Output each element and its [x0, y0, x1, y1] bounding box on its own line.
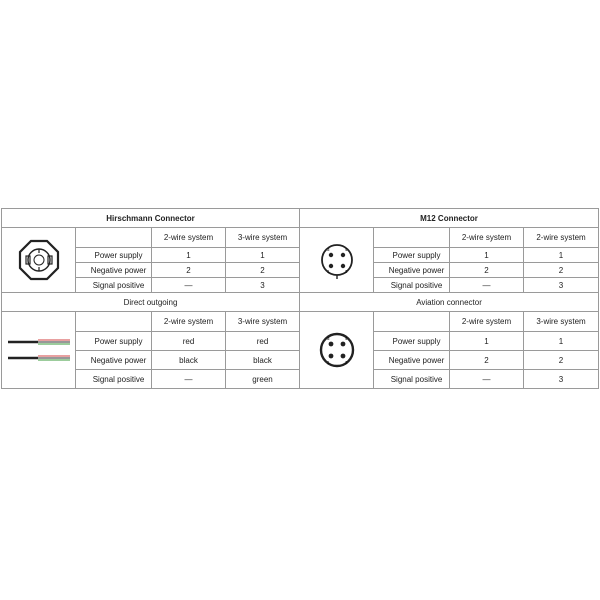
row-value-3wire: 2: [524, 351, 599, 370]
connector-spec-sheet: [1, 208, 598, 389]
row-label: Negative power: [76, 263, 152, 278]
pin-label: 2: [344, 269, 348, 274]
row-value-2wire: 2: [450, 351, 524, 370]
row-label: Power supply: [374, 248, 450, 263]
row-value-3wire: 2: [226, 263, 300, 278]
row-value-3wire: 1: [524, 248, 599, 263]
row-label: Signal positive: [76, 278, 152, 293]
row-value-3wire: black: [226, 351, 300, 370]
m12-icon-cell: [300, 228, 374, 293]
hirschmann-title: Hirschmann Connector: [2, 209, 300, 228]
row-value-3wire: 2: [524, 263, 599, 278]
m12-title: M12 Connector: [300, 209, 599, 228]
hirschmann-connector-icon: [17, 238, 61, 282]
hirschmann-table: [1, 208, 300, 389]
row-label: Negative power: [374, 263, 450, 278]
row-value-3wire: green: [226, 370, 300, 389]
col-2wire: 2-wire system: [450, 312, 524, 332]
cable-wires-icon: [6, 333, 72, 367]
row-value-3wire: 3: [226, 278, 300, 293]
pin-label: 4: [344, 336, 348, 341]
row-value-2wire: —: [450, 370, 524, 389]
row-label: Signal positive: [374, 370, 450, 389]
row-value-3wire: 1: [226, 248, 300, 263]
row-value-2wire: red: [152, 332, 226, 351]
row-label: Negative power: [76, 351, 152, 370]
row-value-2wire: 1: [152, 248, 226, 263]
row-value-3wire: 1: [524, 332, 599, 351]
pin-label: 3: [326, 247, 330, 252]
row-value-2wire: —: [152, 278, 226, 293]
col-2wire: 2-wire system: [152, 228, 226, 248]
row-value-3wire: 3: [524, 278, 599, 293]
hirschmann-icon-cell: [2, 228, 76, 293]
m12-table: [299, 208, 599, 389]
pin-label: 3: [326, 336, 330, 341]
row-value-2wire: 2: [450, 263, 524, 278]
col-2wire: 2-wire system: [450, 228, 524, 248]
row-label: Power supply: [76, 332, 152, 351]
row-value-2wire: —: [450, 278, 524, 293]
aviation-connector-icon: [315, 328, 359, 372]
row-label: Negative power: [374, 351, 450, 370]
aviation-icon-cell: [300, 312, 374, 389]
col-3wire: 2-wire system: [524, 228, 599, 248]
aviation-title: Aviation connector: [300, 293, 599, 312]
m12-connector-icon: [315, 238, 359, 282]
col-3wire: 3-wire system: [226, 228, 300, 248]
direct-title: Direct outgoing: [2, 293, 300, 312]
pin-label: 2: [344, 360, 348, 365]
row-value-2wire: black: [152, 351, 226, 370]
col-3wire: 3-wire system: [524, 312, 599, 332]
row-value-2wire: —: [152, 370, 226, 389]
pin-label: 4: [344, 247, 348, 252]
row-value-2wire: 1: [450, 248, 524, 263]
col-3wire: 3-wire system: [226, 312, 300, 332]
row-label: Signal positive: [76, 370, 152, 389]
row-value-2wire: 2: [152, 263, 226, 278]
row-label: Signal positive: [374, 278, 450, 293]
pin-label: 1: [326, 360, 330, 365]
col-2wire: 2-wire system: [152, 312, 226, 332]
row-value-3wire: red: [226, 332, 300, 351]
left-panel: [1, 208, 299, 389]
row-label: Power supply: [76, 248, 152, 263]
direct-icon-cell: [2, 312, 76, 389]
row-value-3wire: 3: [524, 370, 599, 389]
row-value-2wire: 1: [450, 332, 524, 351]
row-label: Power supply: [374, 332, 450, 351]
pin-label: 1: [326, 269, 330, 274]
right-panel: [299, 208, 598, 389]
